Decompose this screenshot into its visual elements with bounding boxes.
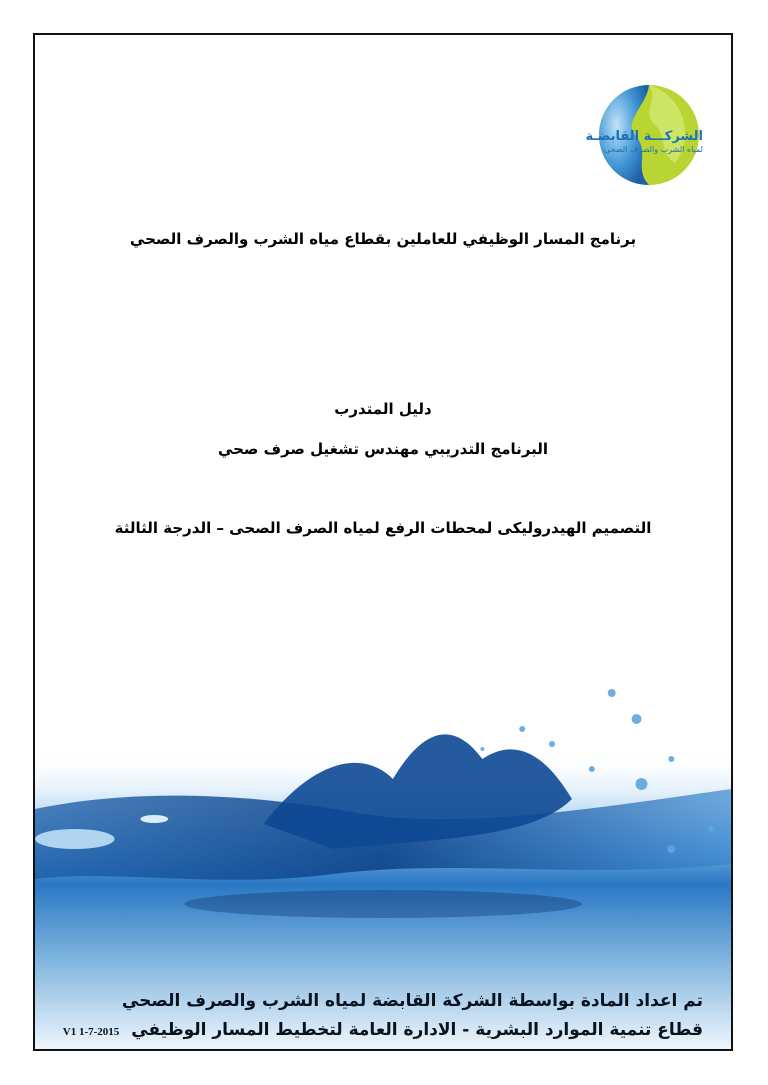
logo-company-subtitle: لمياه الشرب والصرف الصحى <box>603 145 703 154</box>
program-title: برنامج المسار الوظيفي للعاملين بقطاع مياه الشرب والصرف الصحي <box>129 230 637 248</box>
logo-company-name: الشركـــة القابضـة <box>585 129 703 144</box>
topic-title: التصميم الهيدروليكى لمحطات الرفع لمياه الصرف الصحى – الدرجة الثالثة <box>114 519 652 537</box>
footer-prepared-by: تم اعداد المادة بواسطة الشركة القابضة لمياه الشرب والصرف الصحي <box>121 991 703 1011</box>
version-label: V1 1-7-2015 <box>62 1026 120 1038</box>
course-name: البرنامج التدريبي مهندس تشغيل صرف صحي <box>217 440 549 458</box>
footer-department-text: قطاع تنمية الموارد البشرية - الادارة العامة لتخطيط المسار الوظيفي <box>131 1020 703 1040</box>
guide-label: دليل المتدرب <box>334 400 432 418</box>
footer-department <box>35 1020 731 1040</box>
logo-text <box>573 129 703 155</box>
document-page <box>33 33 733 1051</box>
